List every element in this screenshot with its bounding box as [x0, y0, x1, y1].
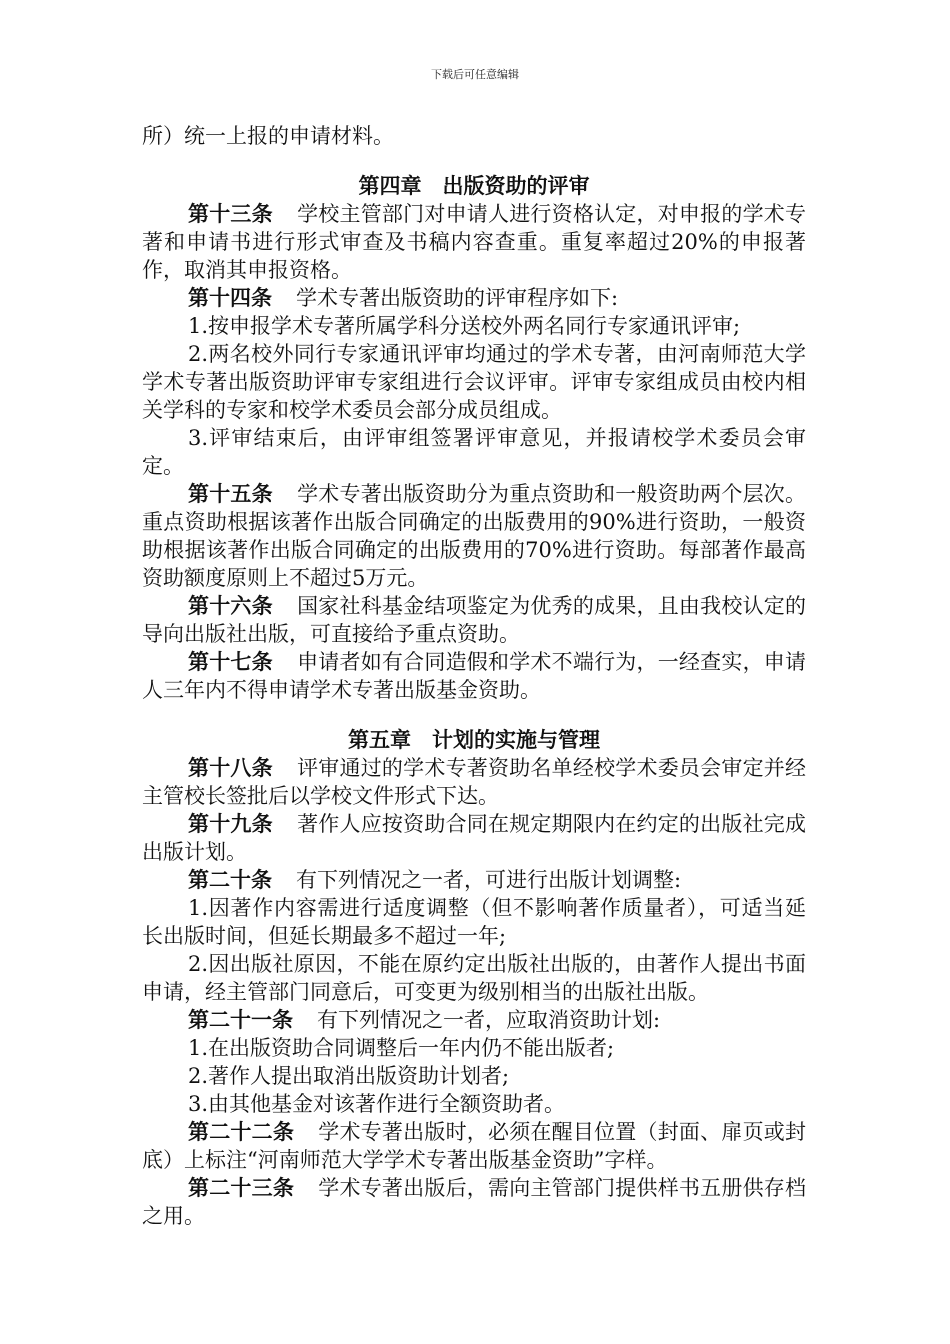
- article-paragraph: [142, 648, 806, 704]
- list-item-paragraph: 3.由其他基金对该著作进行全额资助者。: [188, 1092, 566, 1116]
- article-label: 第十七条: [188, 649, 273, 674]
- article-text: 著作人应按资助合同在规定期限内在约定的出版社完成出版计划。: [142, 812, 807, 864]
- article-label: 第十九条: [188, 811, 273, 836]
- list-item-paragraph: 1.在出版资助合同调整后一年内仍不能出版者;: [188, 1036, 615, 1060]
- list-item-paragraph: 1.按申报学术专著所属学科分送校外两名同行专家通讯评审;: [188, 314, 741, 338]
- article-paragraph: [142, 592, 806, 648]
- document-body: [142, 122, 806, 1230]
- article-paragraph: [142, 1174, 806, 1230]
- article-paragraph: [142, 810, 806, 866]
- article-paragraph: [142, 1006, 806, 1034]
- article-text: 学术专著出版后，需向主管部门提供样书五册供存档之用。: [142, 1176, 807, 1228]
- article-text: 学术专著出版资助分为重点资助和一般资助两个层次。重点资助根据该著作出版合同确定的出版费用的90%进行资助，一般资助根据该著作出版合同确定的出版费用的70%进行资助。每部著作最高资助额度原则上不超过5万元。: [142, 482, 807, 590]
- article-label: 第十四条: [188, 285, 272, 310]
- page-header: 下载后可任意编辑: [431, 68, 519, 81]
- list-item-paragraph: 2.因出版社原因，不能在原约定出版社出版的，由著作人提出书面申请，经主管部门同意后，可变更为级别相当的出版社出版。: [142, 952, 806, 1004]
- article-text: 有下列情况之一者，可进行出版计划调整:: [296, 868, 682, 892]
- article-paragraph: [142, 866, 806, 894]
- article-paragraph: [142, 200, 806, 284]
- article-text: 国家社科基金结项鉴定为优秀的成果，且由我校认定的导向出版社出版，可直接给予重点资助。: [142, 594, 807, 646]
- list-item-paragraph: 3.评审结束后，由评审组签署评审意见，并报请校学术委员会审定。: [142, 426, 806, 478]
- article-paragraph: [142, 1118, 806, 1174]
- chapter-heading: 第五章 计划的实施与管理: [348, 727, 600, 752]
- article-label: 第十三条: [188, 201, 273, 226]
- body-paragraph: 所）统一上报的申请材料。: [142, 124, 394, 148]
- article-label: 第二十三条: [188, 1175, 295, 1200]
- article-label: 第二十一条: [188, 1007, 293, 1032]
- article-text: 评审通过的学术专著资助名单经校学术委员会审定并经主管校长签批后以学校文件形式下达。: [142, 756, 807, 808]
- chapter-heading: 第四章 出版资助的评审: [358, 173, 590, 198]
- article-paragraph: [142, 284, 806, 312]
- article-label: 第十八条: [188, 755, 273, 780]
- article-label: 第二十二条: [188, 1119, 295, 1144]
- list-item-paragraph: 2.著作人提出取消出版资助计划者;: [188, 1064, 510, 1088]
- article-text: 申请者如有合同造假和学术不端行为，一经查实，申请人三年内不得申请学术专著出版基金资助。: [142, 650, 807, 702]
- article-text: 学术专著出版资助的评审程序如下:: [296, 286, 619, 310]
- list-item-paragraph: 1.因著作内容需进行适度调整（但不影响著作质量者），可适当延长出版时间，但延长期最多不超过一年;: [142, 896, 806, 948]
- article-paragraph: [142, 754, 806, 810]
- article-label: 第十五条: [188, 481, 273, 506]
- article-text: 有下列情况之一者，应取消资助计划:: [317, 1008, 661, 1032]
- article-label: 第二十条: [188, 867, 272, 892]
- article-text: 学术专著出版时，必须在醒目位置（封面、扉页或封底）上标注“河南师范大学学术专著出版基金资助”字样。: [142, 1120, 807, 1172]
- article-paragraph: [142, 480, 806, 592]
- list-item-paragraph: 2.两名校外同行专家通讯评审均通过的学术专著，由河南师范大学学术专著出版资助评审专家组进行会议评审。评审专家组成员由校内相关学科的专家和校学术委员会部分成员组成。: [142, 342, 806, 422]
- article-label: 第十六条: [188, 593, 273, 618]
- article-text: 学校主管部门对申请人进行资格认定，对申报的学术专著和申请书进行形式审查及书稿内容查重。重复率超过20%的申报著作，取消其申报资格。: [142, 202, 807, 282]
